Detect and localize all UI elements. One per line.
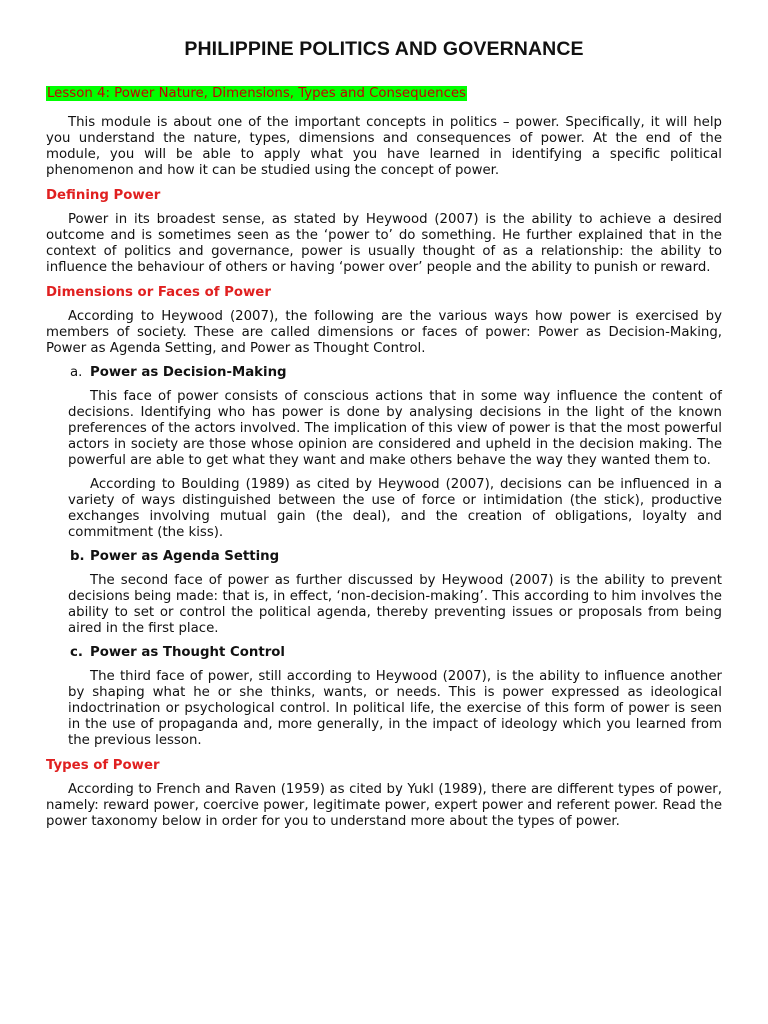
decision-making-section bbox=[68, 389, 722, 541]
lesson-title bbox=[46, 82, 722, 101]
subheading-text: Power as Decision-Making bbox=[90, 365, 287, 380]
list-letter: a. bbox=[70, 365, 83, 380]
intro-paragraph: This module is about one of the important concepts in politics – power. Specifically, it will help you understand the nature, types, dimensions and consequences of power. At the end of the module, you will be able to apply what you have learned in identifying a specific political phenomenon and how it can be studied using the concept of power. bbox=[46, 115, 722, 178]
subheading-agenda-setting bbox=[70, 549, 722, 565]
thought-control-section bbox=[68, 669, 722, 749]
agenda-setting-paragraph: The second face of power as further discussed by Heywood (2007) is the ability to prevent decisions being made: that is, in effect, ‘non-decision-making’. This according to him involves the ability to set or control the political agenda, thereby preventing issues or proposals from being aired in the first place. bbox=[68, 573, 722, 636]
thought-control-paragraph: The third face of power, still according to Heywood (2007), is the ability to influence another by shaping what he or she thinks, wants, or needs. This is power expressed as ideological indoctrination or psychological control. In political life, the exercise of this form of power is seen in the use of propaganda and, more generally, in the impact of ideology which you learned from the previous lesson. bbox=[68, 669, 722, 748]
agenda-setting-section bbox=[68, 573, 722, 637]
types-of-power-paragraph: According to French and Raven (1959) as cited by Yukl (1989), there are different types of power, namely: reward power, coercive power, legitimate power, expert power and referent power. Read the power taxonomy below in order for you to understand more about the types of power. bbox=[46, 782, 722, 829]
list-letter: b. bbox=[70, 549, 85, 564]
defining-power-paragraph: Power in its broadest sense, as stated by Heywood (2007) is the ability to achieve a desired outcome and is sometimes seen as the ‘power to’ do something. He further explained that in the context of politics and governance, power is usually thought of as a relationship: the ability to influence the behaviour of others or having ‘power over’ people and the ability to punish or reward. bbox=[46, 212, 722, 275]
document-title: PHILIPPINE POLITICS AND GOVERNANCE bbox=[184, 38, 584, 60]
list-letter: c. bbox=[70, 645, 83, 660]
subheading-decision-making bbox=[70, 365, 722, 381]
heading-defining-power: Defining Power bbox=[46, 188, 161, 203]
lesson-title-text: Lesson 4: Power Nature, Dimensions, Types and Consequences bbox=[47, 86, 466, 101]
decision-making-paragraph-2: According to Boulding (1989) as cited by Heywood (2007), decisions can be influenced in a variety of ways distinguished between the use of force or intimidation (the stick), productive exchanges involving mutual gain (the deal), and the creation of obligations, loyalty and commitment (the kiss). bbox=[68, 477, 722, 540]
heading-types-of-power: Types of Power bbox=[46, 758, 160, 773]
dimensions-paragraph: According to Heywood (2007), the following are the various ways how power is exercised by members of society. These are called dimensions or faces of power: Power as Decision-Making, Power as Agenda Setting, and Power as Thought Control. bbox=[46, 309, 722, 356]
subheading-thought-control bbox=[70, 645, 722, 661]
decision-making-paragraph-1: This face of power consists of conscious actions that in some way influence the content of decisions. Identifying who has power is done by analysing decisions in the light of the known preferences of the actors involved. The implication of this view of power is that the most powerful actors in society are those whose opinion are considered and upheld in the decision making. The powerful are able to get what they want and make others behave the way they wanted them to. bbox=[68, 389, 722, 468]
subheading-text: Power as Thought Control bbox=[90, 645, 285, 660]
subheading-text: Power as Agenda Setting bbox=[90, 549, 280, 564]
heading-dimensions: Dimensions or Faces of Power bbox=[46, 285, 271, 300]
